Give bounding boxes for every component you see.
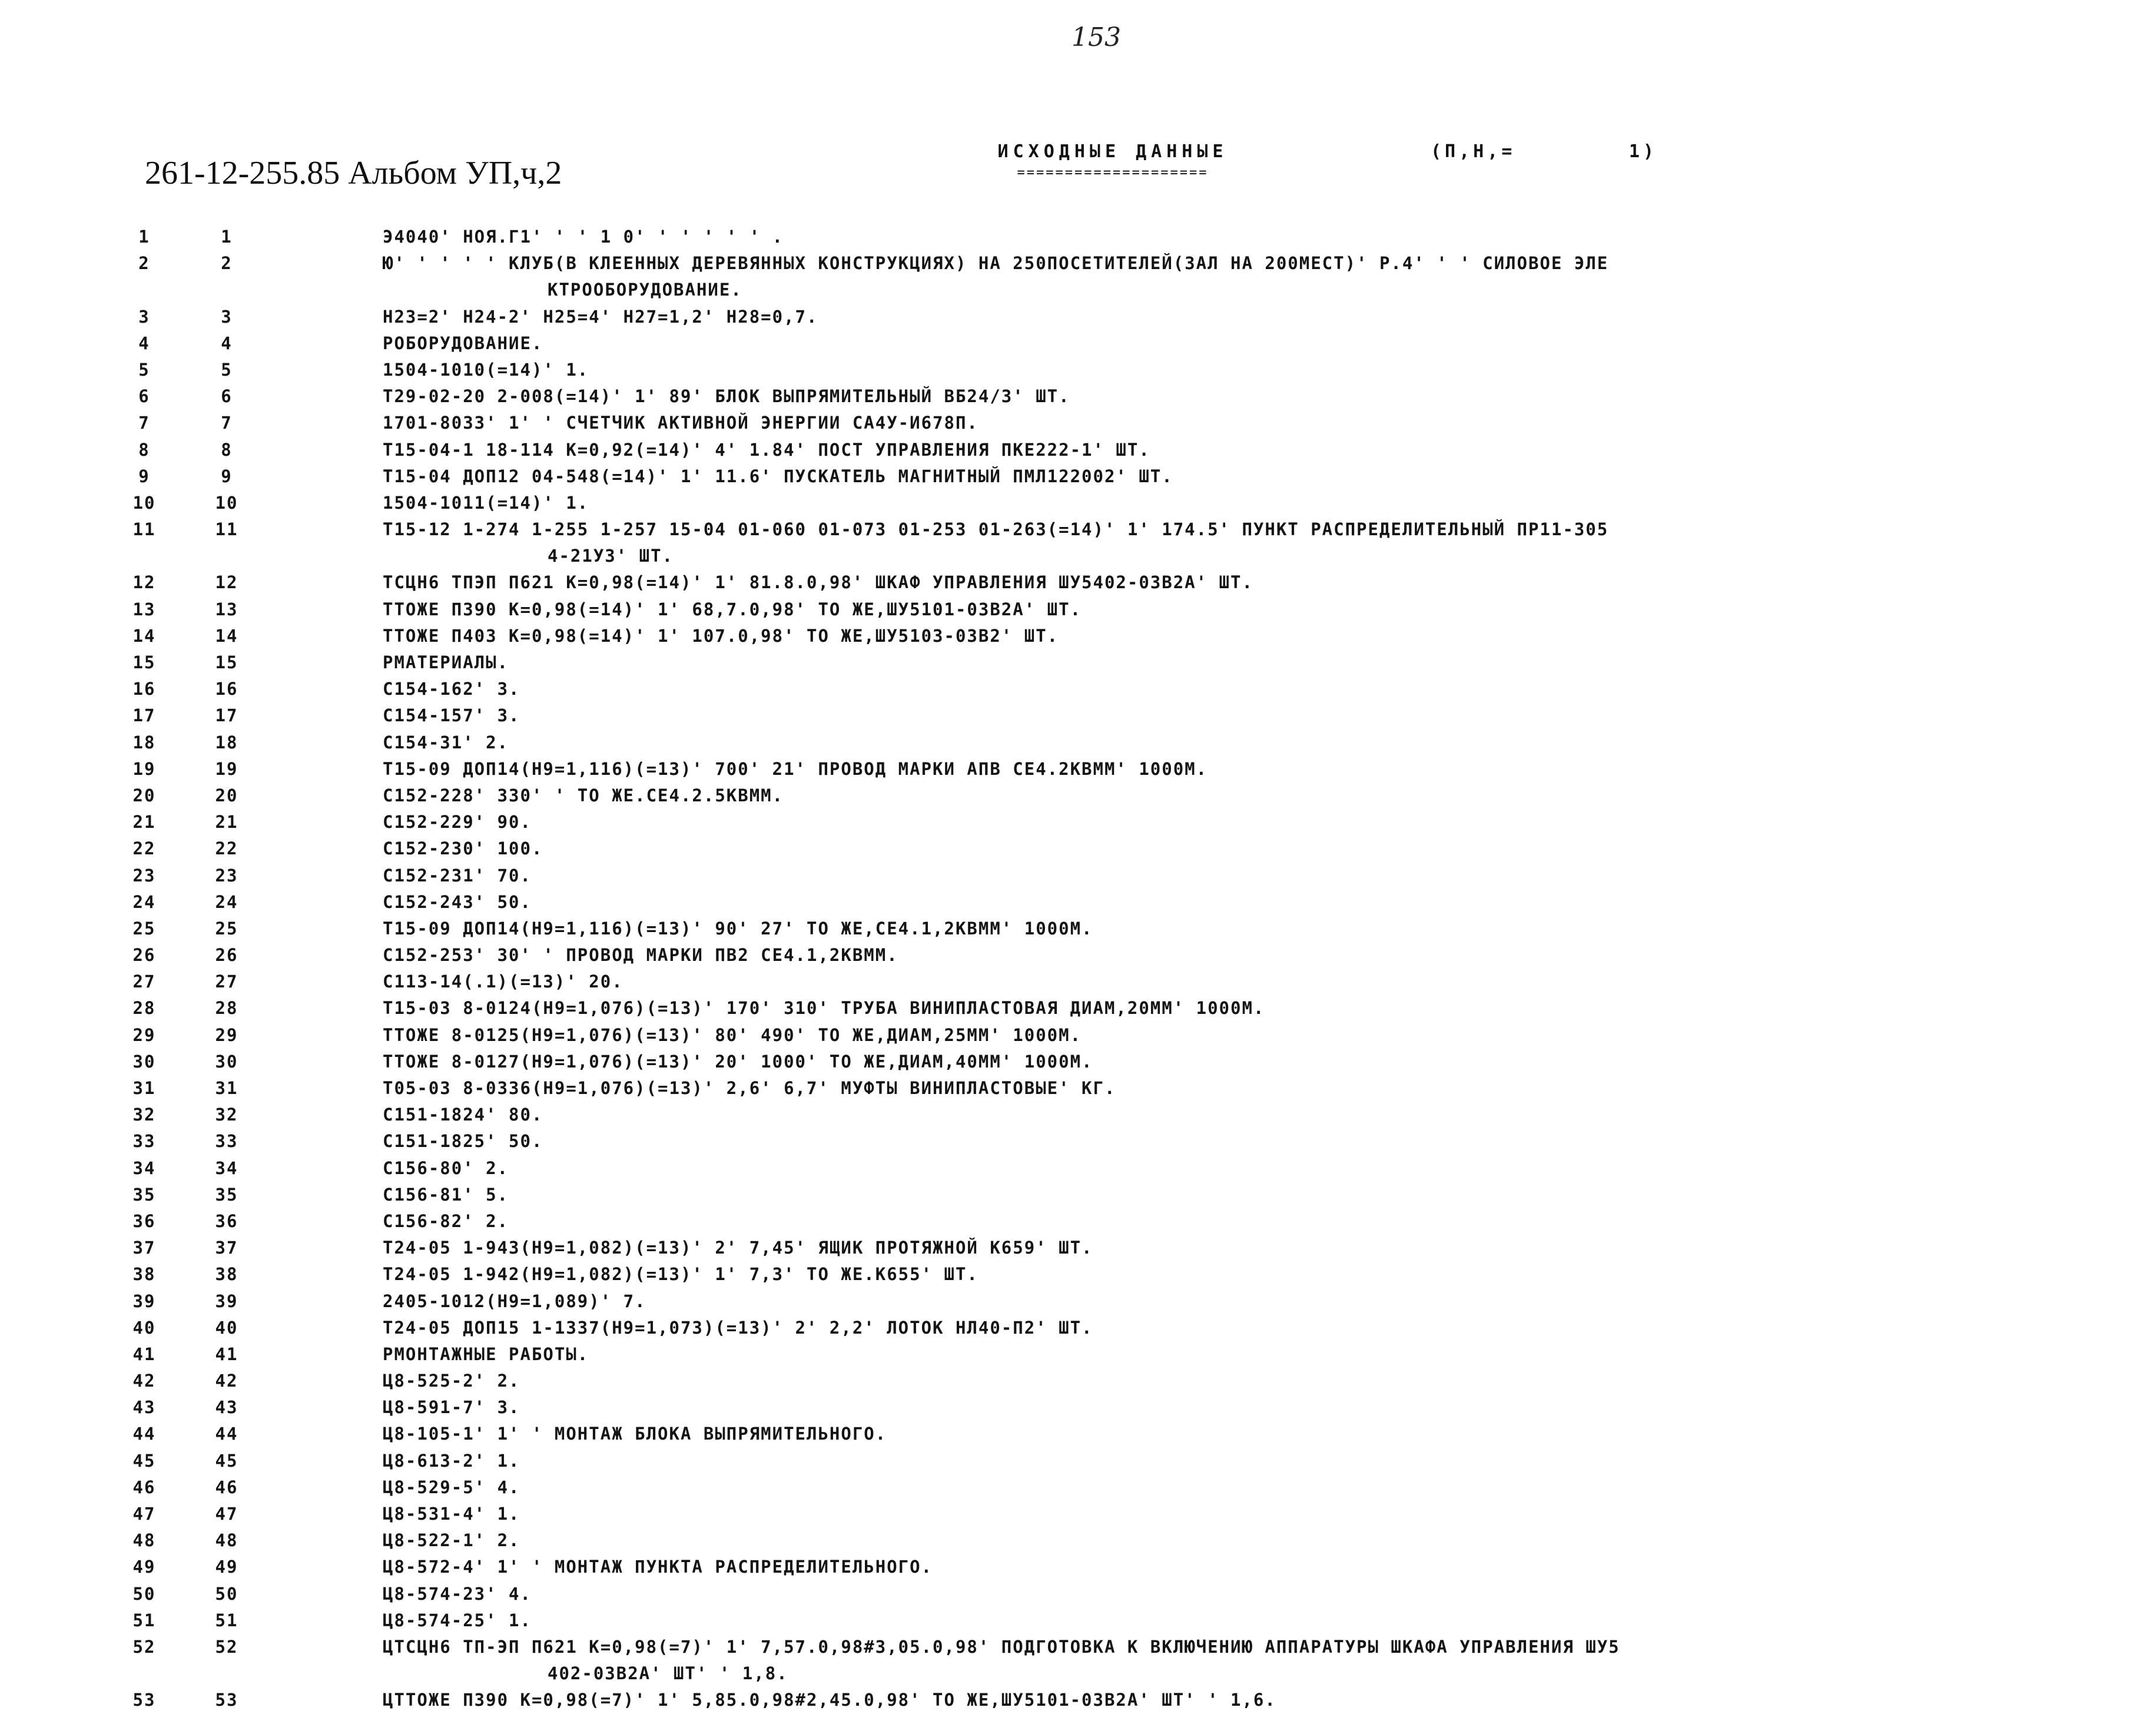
row-text: 1504-1010(=14)' 1. [383,359,589,380]
row-number: 50 [132,1583,156,1604]
row-text: 2405-1012(Н9=1,089)' 7. [383,1291,646,1311]
row-sequence-number: 51 [215,1610,238,1630]
listing-row [118,676,2072,702]
row-text: С156-80' 2. [383,1158,509,1178]
row-text: РМОНТАЖНЫЕ РАБОТЫ. [383,1344,589,1364]
listing-row [118,330,2072,357]
row-text: Т15-04-1 18-114 К=0,92(=14)' 4' 1.84' ПОСТ УПРАВЛЕНИЯ ПКЕ222-1' ШТ. [383,439,1150,460]
listing-row [118,569,2072,596]
row-number: 51 [132,1610,156,1630]
heading-underline: ==================== [1017,165,1209,180]
row-text: ТТОЖЕ 8-0125(Н9=1,076)(=13)' 80' 490' ТО ЖЕ,ДИАМ,25ММ' 1000М. [383,1025,1082,1045]
row-text: Ц8-522-1' 2. [383,1530,520,1551]
row-text: Ц8-531-4' 1. [383,1504,520,1524]
listing-row [118,1315,2072,1341]
row-number: 3 [138,306,150,327]
listing-row [118,463,2072,490]
row-sequence-number: 41 [215,1344,238,1364]
row-text: Т15-03 8-0124(Н9=1,076)(=13)' 170' 310' ТРУБА ВИНИПЛАСТОВАЯ ДИАМ,20ММ' 1000М. [383,998,1265,1019]
listing-row [118,437,2072,463]
row-sequence-number: 3 [221,306,233,327]
row-text: Т15-09 ДОП14(Н9=1,116)(=13)' 700' 21' ПРОВОД МАРКИ АПВ СЕ4.2КВММ' 1000М. [383,758,1208,779]
row-sequence-number: 29 [215,1025,238,1045]
row-sequence-number: 12 [215,572,238,593]
listing-row [118,516,2072,569]
row-text: ЦТТОЖЕ П390 К=0,98(=7)' 1' 5,85.0,98#2,45.0,98' ТО ЖЕ,ШУ5101-03В2А' ШТ' ' 1,6. [383,1690,1276,1710]
listing-row [118,410,2072,436]
listing-row [118,1394,2072,1421]
row-text: С152-228' 330' ' ТО ЖЕ.СЕ4.2.5КВММ. [383,785,784,805]
listing-row [118,1448,2072,1474]
row-number: 1 [138,227,150,247]
row-number: 41 [132,1344,156,1364]
row-number: 14 [132,625,156,646]
row-text: Т15-12 1-274 1-255 1-257 15-04 01-060 01-073 01-253 01-263(=14)' 1' 174.5' ПУНКТ РАСПРЕДЕЛИТЕЛЬНЫЙ ПР11-305 [383,519,1609,540]
row-text: Ц8-105-1' 1' ' МОНТАЖ БЛОКА ВЫПРЯМИТЕЛЬНОГО. [383,1424,887,1444]
row-sequence-number: 16 [215,679,238,699]
row-sequence-number: 32 [215,1105,238,1125]
row-number: 21 [132,812,156,833]
row-sequence-number: 21 [215,812,238,833]
row-number: 37 [132,1238,156,1258]
row-sequence-number: 25 [215,918,238,939]
row-text: ТТОЖЕ П390 К=0,98(=14)' 1' 68,7.0,98' ТО ЖЕ,ШУ5101-03В2А' ШТ. [383,599,1082,619]
row-sequence-number: 47 [215,1504,238,1524]
row-sequence-number: 17 [215,705,238,726]
listing-row [118,942,2072,969]
row-sequence-number: 9 [221,466,233,486]
row-sequence-number: 24 [215,891,238,912]
row-sequence-number: 20 [215,785,238,805]
row-number: 2 [138,253,150,274]
row-number: 15 [132,652,156,673]
listing-row [118,783,2072,809]
row-number: 4 [138,333,150,353]
row-text: С154-157' 3. [383,705,520,726]
listing-row [118,596,2072,623]
row-number: 53 [132,1690,156,1710]
row-number: 32 [132,1105,156,1125]
row-text: 1504-1011(=14)' 1. [383,492,589,513]
row-number: 11 [132,519,156,540]
listing-row [118,1261,2072,1288]
row-sequence-number: 10 [215,492,238,513]
row-number: 17 [132,705,156,726]
page-marker: (П,Н,= 1) [1431,141,1657,162]
row-sequence-number: 22 [215,838,238,859]
row-sequence-number: 28 [215,998,238,1019]
row-sequence-number: 18 [215,732,238,752]
listing-row [118,490,2072,516]
album-title: 261-12-255.85 Альбом УП,ч,2 [145,155,562,191]
listing-row [118,1049,2072,1075]
row-number: 45 [132,1450,156,1471]
row-number: 28 [132,998,156,1019]
row-sequence-number: 30 [215,1051,238,1072]
listing-row [118,1208,2072,1235]
row-sequence-number: 37 [215,1238,238,1258]
listing-row [118,1022,2072,1049]
row-text: С113-14(.1)(=13)' 20. [383,972,623,992]
listing-row [118,1687,2072,1713]
row-sequence-number: 39 [215,1291,238,1311]
row-sequence-number: 31 [215,1078,238,1099]
row-text: Н23=2' Н24-2' Н25=4' Н27=1,2' Н28=0,7. [383,306,818,327]
listing-row [118,1368,2072,1394]
listing-row [118,756,2072,783]
row-sequence-number: 50 [215,1583,238,1604]
row-number: 22 [132,838,156,859]
row-number: 27 [132,972,156,992]
row-text: Т24-05 ДОП15 1-1337(Н9=1,073)(=13)' 2' 2,2' ЛОТОК НЛ40-П2' ШТ. [383,1317,1093,1338]
listing-row [118,969,2072,995]
row-sequence-number: 33 [215,1131,238,1152]
row-text: С151-1825' 50. [383,1131,543,1152]
row-text: Э4040' НОЯ.Г1' ' ' 1 0' ' ' ' ' ' . [383,227,784,247]
row-number: 35 [132,1184,156,1205]
listing-row [118,649,2072,676]
row-sequence-number: 40 [215,1317,238,1338]
row-text: С154-162' 3. [383,679,520,699]
row-text: Ц8-529-5' 4. [383,1477,520,1497]
listing-row [118,1554,2072,1580]
row-number: 38 [132,1264,156,1285]
listing-row [118,1634,2072,1687]
row-text: РМАТЕРИАЛЫ. [383,652,509,673]
listing-row [118,889,2072,916]
row-text: ТТОЖЕ П403 К=0,98(=14)' 1' 107.0,98' ТО ЖЕ,ШУ5103-03В2' ШТ. [383,625,1059,646]
listing-row [118,1182,2072,1208]
row-number: 18 [132,732,156,752]
row-number: 6 [138,386,150,407]
row-number: 13 [132,599,156,619]
listing-row [118,1155,2072,1182]
row-text: С152-229' 90. [383,812,532,833]
listing-row [118,357,2072,383]
row-sequence-number: 36 [215,1211,238,1231]
row-text: С152-231' 70. [383,865,532,886]
row-number: 10 [132,492,156,513]
row-sequence-number: 1 [221,227,233,247]
row-text: Ц8-574-25' 1. [383,1610,532,1630]
row-sequence-number: 46 [215,1477,238,1497]
row-sequence-number: 13 [215,599,238,619]
listing-row [118,916,2072,942]
row-text: С151-1824' 80. [383,1105,543,1125]
row-sequence-number: 8 [221,439,233,460]
row-number: 25 [132,918,156,939]
row-number: 9 [138,466,150,486]
row-sequence-number: 52 [215,1636,238,1657]
listing-row [118,1341,2072,1368]
row-text: Т24-05 1-943(Н9=1,082)(=13)' 2' 7,45' ЯЩИК ПРОТЯЖНОЙ К659' ШТ. [383,1238,1093,1258]
listing-row [118,623,2072,649]
row-sequence-number: 2 [221,253,233,274]
row-sequence-number: 45 [215,1450,238,1471]
listing-row [118,1075,2072,1102]
row-sequence-number: 14 [215,625,238,646]
row-sequence-number: 48 [215,1530,238,1551]
row-sequence-number: 6 [221,386,233,407]
listing-row [118,304,2072,330]
listing-row [118,1527,2072,1554]
row-number: 46 [132,1477,156,1497]
row-text: Т05-03 8-0336(Н9=1,076)(=13)' 2,6' 6,7' МУФТЫ ВИНИПЛАСТОВЫЕ' КГ. [383,1078,1116,1099]
row-text: Ц8-613-2' 1. [383,1450,520,1471]
row-number: 20 [132,785,156,805]
row-number: 52 [132,1636,156,1657]
row-text: ТСЦН6 ТПЭП П621 К=0,98(=14)' 1' 81.8.0,98' ШКАФ УПРАВЛЕНИЯ ШУ5402-03В2А' ШТ. [383,572,1253,593]
row-sequence-number: 15 [215,652,238,673]
row-number: 19 [132,758,156,779]
row-text: Ю' ' ' ' ' КЛУБ(В КЛЕЕННЫХ ДЕРЕВЯННЫХ КОНСТРУКЦИЯХ) НА 250ПОСЕТИТЕЛЕЙ(ЗАЛ НА 200МЕСТ)' Р.4' ' ' СИЛОВОЕ ЭЛЕ [383,253,1609,274]
row-number: 5 [138,359,150,380]
row-text: Т29-02-20 2-008(=14)' 1' 89' БЛОК ВЫПРЯМИТЕЛЬНЫЙ ВБ24/3' ШТ. [383,386,1070,407]
row-text: ТТОЖЕ 8-0127(Н9=1,076)(=13)' 20' 1000' ТО ЖЕ,ДИАМ,40ММ' 1000М. [383,1051,1093,1072]
row-sequence-number: 4 [221,333,233,353]
row-text: Ц8-525-2' 2. [383,1371,520,1391]
row-text: С152-243' 50. [383,891,532,912]
listing-row [118,1102,2072,1128]
row-sequence-number: 38 [215,1264,238,1285]
row-number: 34 [132,1158,156,1178]
listing-row [118,863,2072,889]
row-number: 16 [132,679,156,699]
row-text: ЦТСЦН6 ТП-ЭП П621 К=0,98(=7)' 1' 7,57.0,98#3,05.0,98' ПОДГОТОВКА К ВКЛЮЧЕНИЮ АППАРАТУРЫ ШКАФА УПРАВЛЕНИЯ ШУ5 [383,1636,1620,1657]
listing-row [118,1235,2072,1261]
row-sequence-number: 26 [215,945,238,966]
row-number: 49 [132,1557,156,1577]
row-text: 1701-8033' 1' ' СЧЕТЧИК АКТИВНОЙ ЭНЕРГИИ СА4У-И678П. [383,413,979,433]
listing-row [118,1607,2072,1634]
row-text: РОБОРУДОВАНИЕ. [383,333,543,353]
page-number: 153 [1072,22,1121,52]
row-number: 31 [132,1078,156,1099]
row-text: С152-230' 100. [383,838,543,859]
row-sequence-number: 5 [221,359,233,380]
listing-row [118,836,2072,862]
row-continuation: КТРООБОРУДОВАНИЕ. [548,280,742,300]
row-number: 26 [132,945,156,966]
row-text: С154-31' 2. [383,732,509,752]
heading-title: ИСХОДНЫЕ ДАННЫЕ [997,141,1228,162]
listing-row [118,1501,2072,1527]
row-number: 43 [132,1397,156,1418]
row-number: 42 [132,1371,156,1391]
row-number: 48 [132,1530,156,1551]
row-text: С156-81' 5. [383,1184,509,1205]
row-number: 47 [132,1504,156,1524]
row-number: 24 [132,891,156,912]
listing-row [118,1288,2072,1315]
row-number: 23 [132,865,156,886]
listing-row [118,1421,2072,1447]
listing-row [118,809,2072,836]
row-number: 30 [132,1051,156,1072]
row-text: Ц8-574-23' 4. [383,1583,532,1604]
listing-row [118,224,2072,250]
listing-row [118,250,2072,303]
row-sequence-number: 27 [215,972,238,992]
data-listing [118,224,2072,1714]
row-sequence-number: 23 [215,865,238,886]
row-number: 39 [132,1291,156,1311]
listing-row [118,1128,2072,1155]
row-sequence-number: 11 [215,519,238,540]
row-text: Ц8-591-7' 3. [383,1397,520,1418]
row-number: 29 [132,1025,156,1045]
document-heading [930,141,1295,180]
listing-row [118,1474,2072,1501]
row-text: Т15-09 ДОП14(Н9=1,116)(=13)' 90' 27' ТО ЖЕ,СЕ4.1,2КВММ' 1000М. [383,918,1093,939]
row-text: С152-253' 30' ' ПРОВОД МАРКИ ПВ2 СЕ4.1,2КВММ. [383,945,898,966]
row-number: 7 [138,413,150,433]
row-number: 44 [132,1424,156,1444]
row-number: 12 [132,572,156,593]
row-text: Т24-05 1-942(Н9=1,082)(=13)' 1' 7,3' ТО ЖЕ.К655' ШТ. [383,1264,979,1285]
row-number: 36 [132,1211,156,1231]
row-sequence-number: 42 [215,1371,238,1391]
row-sequence-number: 43 [215,1397,238,1418]
row-number: 33 [132,1131,156,1152]
row-sequence-number: 49 [215,1557,238,1577]
listing-row [118,995,2072,1022]
row-continuation: 4-21У3' ШТ. [548,546,674,566]
row-sequence-number: 44 [215,1424,238,1444]
row-sequence-number: 19 [215,758,238,779]
row-continuation: 402-03В2А' ШТ' ' 1,8. [548,1663,788,1683]
listing-row [118,730,2072,756]
row-number: 8 [138,439,150,460]
row-sequence-number: 35 [215,1184,238,1205]
listing-row [118,1581,2072,1607]
row-text: С156-82' 2. [383,1211,509,1231]
row-text: Т15-04 ДОП12 04-548(=14)' 1' 11.6' ПУСКАТЕЛЬ МАГНИТНЫЙ ПМЛ122002' ШТ. [383,466,1173,486]
row-text: Ц8-572-4' 1' ' МОНТАЖ ПУНКТА РАСПРЕДЕЛИТЕЛЬНОГО. [383,1557,933,1577]
listing-row [118,383,2072,410]
row-sequence-number: 53 [215,1690,238,1710]
row-number: 40 [132,1317,156,1338]
row-sequence-number: 34 [215,1158,238,1178]
listing-row [118,702,2072,729]
row-sequence-number: 7 [221,413,233,433]
